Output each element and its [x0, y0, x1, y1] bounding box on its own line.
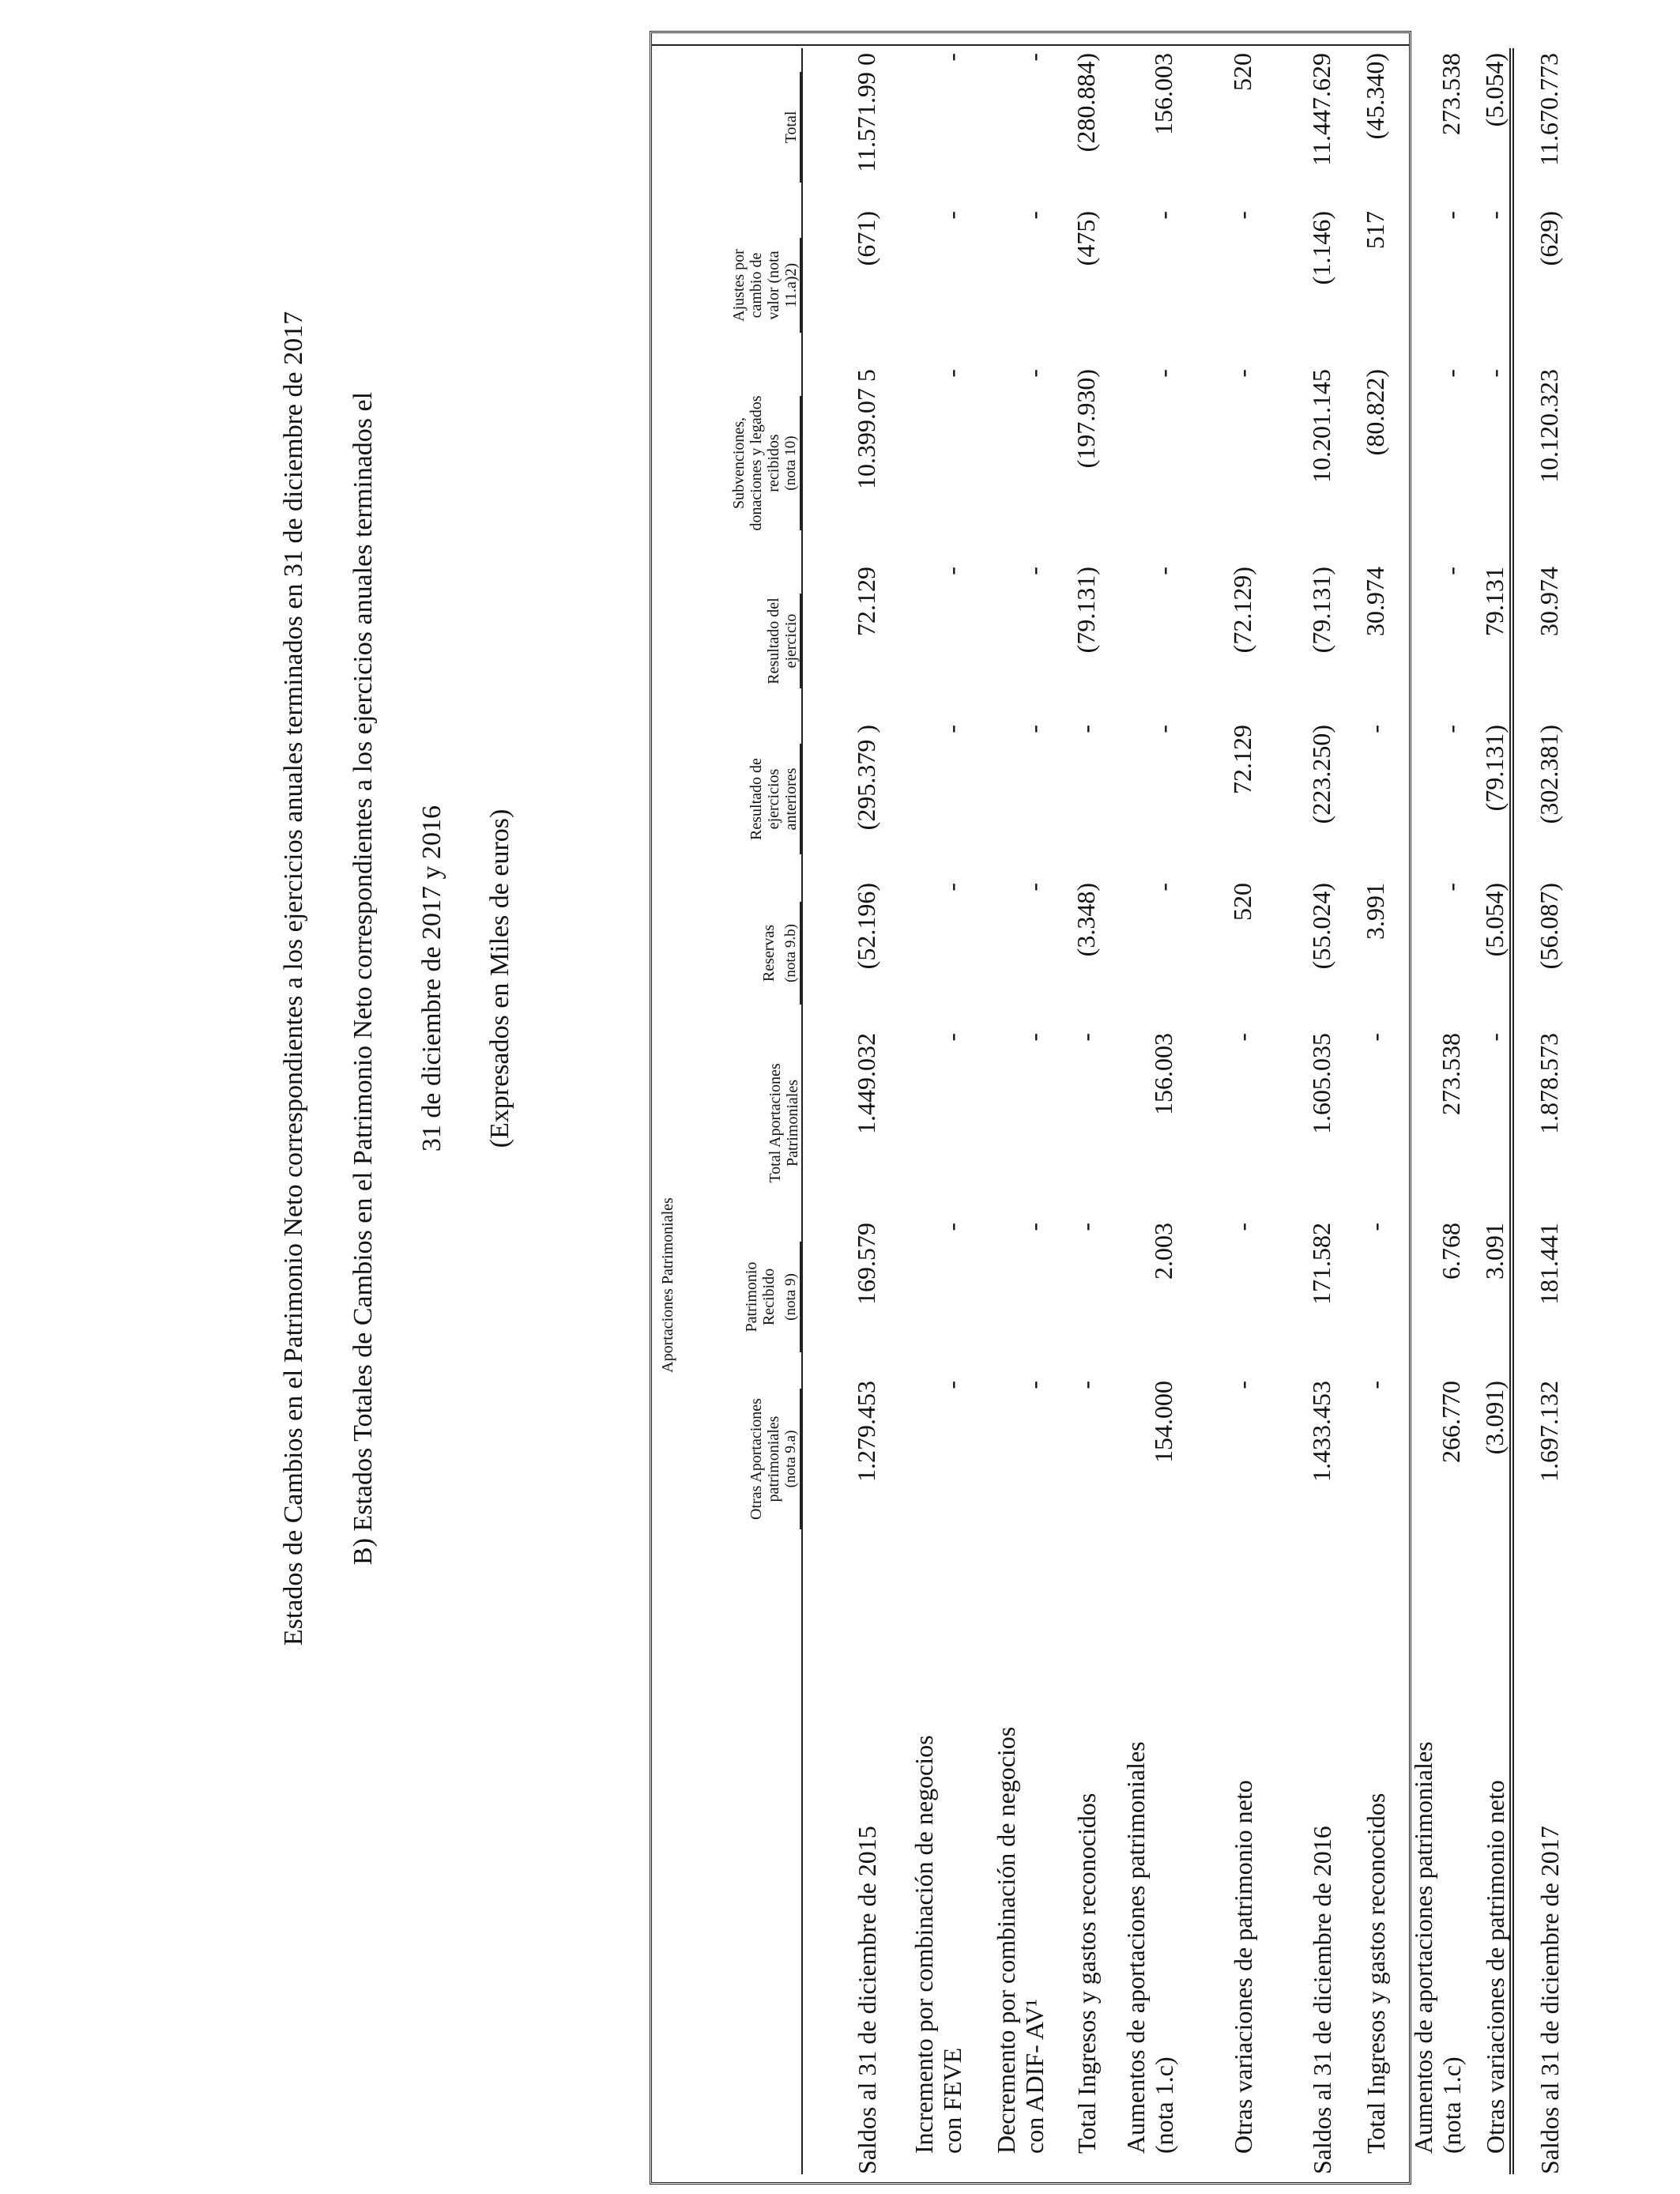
cell-value: - — [1019, 1223, 1048, 1231]
cell-value: 273.538 — [1437, 1033, 1465, 1115]
row-label-line: Otras variaciones de patrimonio neto — [1229, 1780, 1257, 2154]
cell-value: 1.878.573 — [1512, 1028, 1564, 1218]
frame-divider — [652, 44, 1409, 46]
table-row — [881, 48, 966, 2174]
col-label: Total Aportaciones Patrimoniales — [767, 1063, 801, 1183]
cell-value: 6.768 — [1437, 1223, 1465, 1280]
cell-value: - — [1480, 211, 1509, 220]
cell-value: (302.381) — [1512, 720, 1564, 878]
col-label: Resultado de ejercicios anteriores — [748, 744, 801, 854]
table-row — [802, 48, 881, 2174]
cell-value: (52.196) — [802, 878, 881, 1028]
cell-value: 2.003 — [1149, 1223, 1177, 1280]
col-label: Reservas — [760, 924, 778, 982]
cell-value: 520 — [1228, 53, 1256, 91]
cell-value: - — [1019, 369, 1048, 378]
table-row — [966, 48, 1049, 2174]
cell-value: - — [937, 211, 966, 220]
cell-value: 517 — [1361, 211, 1389, 249]
cell-value: (475) — [1072, 211, 1100, 266]
cell-value: (280.884) — [1072, 53, 1100, 153]
cell-value: 1.605.035 — [1307, 1033, 1335, 1134]
col-header-reservas — [684, 878, 802, 1028]
table-row — [1512, 48, 1564, 2174]
cell-value: (79.131) — [1480, 725, 1509, 812]
document-subtitle: B) Estados Totales de Cambios en el Patrimonio Neto correspondientes a los ejercicios anuales terminados el — [348, 391, 378, 1566]
cell-value: - — [1149, 369, 1177, 378]
col-label: Otras Aportaciones patrimoniales — [748, 1398, 782, 1520]
col-header-resultado-ejercicio — [684, 562, 802, 720]
cell-value: 156.003 — [1149, 1033, 1177, 1115]
row-label — [966, 1542, 1049, 2174]
cell-value: 1.433.453 — [1307, 1381, 1335, 1482]
cell-value: - — [937, 1381, 966, 1389]
col-label: Resultado del ejercicio — [765, 594, 801, 688]
cell-value: - — [937, 725, 966, 733]
cell-value: 1.279.453 — [802, 1376, 881, 1542]
cell-value: (55.024) — [1307, 883, 1335, 970]
row-label-line: Aumentos de aportaciones patrimoniales — [1121, 1741, 1150, 2154]
cell-value: - — [1228, 1381, 1256, 1389]
cell-value: - — [1437, 567, 1465, 575]
cell-value: (45.340) — [1361, 53, 1389, 140]
cell-value: - — [1437, 725, 1465, 733]
row-label-line: Otras variaciones de patrimonio neto — [1481, 1780, 1509, 2154]
cell-value: (79.131) — [1072, 567, 1100, 654]
table-row — [1390, 48, 1466, 2174]
cell-value: - — [1437, 211, 1465, 220]
cell-value: - — [1019, 883, 1048, 892]
row-label — [881, 1542, 966, 2174]
row-label — [1178, 1542, 1257, 2174]
equity-changes-table — [652, 48, 1564, 2174]
document-title: Estados de Cambios en el Patrimonio Neto correspondientes a los ejercicios anuales terminados en 31 de diciembre de 2017 — [279, 311, 308, 1646]
cell-value: - — [1228, 1223, 1256, 1231]
cell-value: 273.538 — [1437, 53, 1465, 135]
table-row — [1178, 48, 1257, 2174]
cell-value: - — [937, 53, 966, 62]
cell-value: - — [1019, 211, 1048, 220]
cell-value: (79.131) — [1307, 567, 1335, 654]
row-label — [1336, 1542, 1390, 2174]
table-frame — [650, 31, 1564, 2185]
cell-value: - — [1480, 1033, 1509, 1042]
row-label-line: Incremento por combinación de negocios — [910, 1735, 938, 2154]
cell-value: 10.120.323 — [1512, 364, 1564, 562]
cell-value: - — [1149, 883, 1177, 892]
col-label: Ajustes por cambio de valor (nota 11.a)2) — [730, 238, 801, 333]
cell-value: - — [1149, 567, 1177, 575]
cell-value: - — [1437, 883, 1465, 892]
row-label-line: Saldos al 31 de diciembre de 2015 — [853, 1826, 881, 2174]
cell-value: 156.003 — [1149, 53, 1177, 135]
cell-value: (5.054) — [1480, 53, 1509, 127]
cell-value: - — [1228, 211, 1256, 220]
row-label — [1466, 1542, 1512, 2174]
cell-value: - — [1228, 1033, 1256, 1042]
col-header-resultado-anteriores — [684, 720, 802, 878]
cell-value: 30.974 — [1361, 567, 1389, 636]
cell-value: 154.000 — [1149, 1381, 1177, 1463]
cell-value: (3.348) — [1072, 883, 1100, 957]
cell-value: (1.146) — [1307, 211, 1335, 285]
col-header-total — [684, 48, 802, 206]
cell-value: - — [1072, 725, 1100, 733]
col-note: (nota 10) — [782, 396, 801, 530]
cell-value: 1.449.032 — [802, 1028, 881, 1218]
table-body — [802, 48, 1564, 2174]
cell-value: - — [1019, 1033, 1048, 1042]
cell-value: - — [1361, 725, 1389, 733]
cell-value: (197.930) — [1072, 369, 1100, 469]
col-header-otras-aportaciones — [684, 1376, 802, 1542]
cell-value: - — [1361, 1223, 1389, 1231]
cell-value: (295.379 ) — [802, 720, 881, 878]
cell-value: - — [937, 567, 966, 575]
col-header-patrimonio-recibido — [684, 1218, 802, 1376]
cell-value: 79.131 — [1480, 567, 1509, 636]
cell-value: - — [1149, 211, 1177, 220]
cell-value: - — [937, 1033, 966, 1042]
cell-value: 266.770 — [1437, 1381, 1465, 1463]
cell-value: 10.201.145 — [1307, 369, 1335, 483]
row-label-line: Saldos al 31 de diciembre de 2017 — [1535, 1826, 1564, 2174]
cell-value: - — [1149, 725, 1177, 733]
cell-value: (56.087) — [1512, 878, 1564, 1028]
row-label — [1257, 1542, 1336, 2174]
cell-value: - — [1480, 369, 1509, 378]
table-row — [1049, 48, 1101, 2174]
row-label-line: Total Ingresos y gastos reconocidos — [1362, 1793, 1390, 2154]
cell-value: 11.447.629 — [1307, 53, 1335, 166]
cell-value: 171.582 — [1307, 1223, 1335, 1305]
group-header-aportaciones: Aportaciones Patrimoniales — [659, 1197, 676, 1373]
col-header-total-aportaciones — [684, 1028, 802, 1218]
table-row — [1466, 48, 1512, 2174]
cell-value: 10.399.07 5 — [802, 364, 881, 562]
cell-value: - — [1072, 1381, 1100, 1389]
cell-value: 11.670.773 — [1512, 48, 1564, 206]
cell-value: 169.579 — [802, 1218, 881, 1376]
row-label-line: (nota 1.c) — [1437, 2056, 1466, 2154]
cell-value: - — [1361, 1381, 1389, 1389]
cell-value: - — [937, 369, 966, 378]
cell-value: 3.991 — [1361, 883, 1389, 940]
cell-value: 181.441 — [1512, 1218, 1564, 1376]
col-label: Subvenciones, donaciones y legados recibidos — [730, 395, 782, 531]
cell-value: (671) — [802, 206, 881, 364]
group-header-row — [652, 48, 684, 2174]
row-label — [1390, 1542, 1466, 2174]
cell-value: - — [1072, 1223, 1100, 1231]
row-label — [1512, 1542, 1564, 2174]
cell-value: - — [1072, 1033, 1100, 1042]
cell-value: 3.091 — [1480, 1223, 1509, 1280]
table-row — [1257, 48, 1336, 2174]
cell-value: (5.054) — [1480, 883, 1509, 957]
cell-value: - — [937, 883, 966, 892]
col-note: (nota 9) — [782, 1242, 801, 1352]
cell-value: - — [1019, 53, 1048, 62]
cell-value: 30.974 — [1512, 562, 1564, 720]
row-label-line: Decremento por combinación de negocios — [992, 1726, 1020, 2154]
col-header-ajustes — [684, 206, 802, 364]
row-label — [1049, 1542, 1101, 2174]
cell-value: (223.250) — [1307, 725, 1335, 824]
row-label — [802, 1542, 881, 2174]
row-label-line: con FEVE — [938, 2047, 966, 2154]
cell-value: (3.091) — [1480, 1381, 1509, 1455]
col-header-subvenciones — [684, 364, 802, 562]
cell-value: 72.129 — [1228, 725, 1256, 794]
row-label-line: con ADIF- AV¹ — [1020, 1999, 1049, 2154]
col-note: (nota 9.b) — [782, 902, 801, 1005]
table-row — [1101, 48, 1178, 2174]
cell-value: (629) — [1512, 206, 1564, 364]
cell-value: - — [1019, 725, 1048, 733]
document-date-line: 31 de diciembre de 2017 y 2016 — [417, 805, 446, 1152]
cell-value: 11.571.99 0 — [802, 48, 881, 206]
row-label-line: (nota 1.c) — [1150, 2056, 1178, 2154]
cell-value: - — [1437, 369, 1465, 378]
col-note: (nota 9.a) — [782, 1389, 801, 1529]
table-row — [1336, 48, 1390, 2174]
cell-value: (72.129) — [1228, 567, 1256, 654]
cell-value: - — [1019, 567, 1048, 575]
cell-value: - — [937, 1223, 966, 1231]
cell-value: 72.129 — [802, 562, 881, 720]
col-label: Total — [782, 72, 801, 183]
cell-value: (80.822) — [1361, 369, 1389, 456]
row-label-line: Total Ingresos y gastos reconocidos — [1072, 1793, 1101, 2154]
row-label-line: Saldos al 31 de diciembre de 2016 — [1308, 1826, 1336, 2174]
cell-value: - — [1361, 1033, 1389, 1042]
cell-value: 1.697.132 — [1512, 1376, 1564, 1542]
cell-value: - — [1228, 369, 1256, 378]
col-label: Patrimonio Recibido — [743, 1261, 778, 1333]
document-units: (Expresados en Miles de euros) — [485, 809, 514, 1148]
row-label-line: Aumentos de aportaciones patrimoniales — [1409, 1741, 1437, 2154]
cell-value: 520 — [1228, 883, 1256, 921]
cell-value: - — [1019, 1381, 1048, 1389]
column-header-row — [684, 48, 802, 2174]
row-label — [1101, 1542, 1178, 2174]
